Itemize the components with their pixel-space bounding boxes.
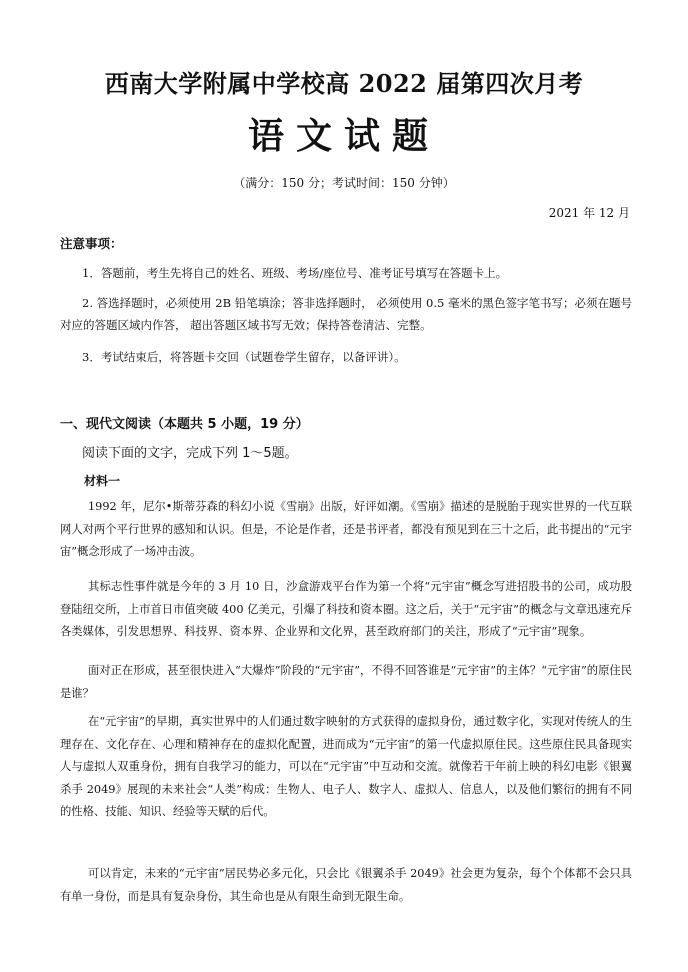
paragraph-4: 在“元宇宙”的早期，真实世界中的人们通过数字映射的方式获得的虚拟身份，通过数字化，实现对传统人的生理存在、文化存在、心理和精神存在的虚拟化配置，进而成为“元宇宙”的第一代虚拟原住民。这些原住民具备现实人与虚拟人双重身份，拥有自我学习的能力，可以在“元宇宙”中互动和交流。就像若干年前上映的科幻电影《银翼杀手 2049》展现的未来社会“人类”构成：生物人、电子人、数字人、虚拟人、信息人，以及他们繁衍的拥有不同的性格、技能、知识、经验等天赋的后代。 <box>60 715 632 818</box>
notice-item-1: 1．答题前，考生先将自己的姓名、班级、考场/座位号、准考证号填写在答题卡上。 <box>82 266 508 280</box>
paragraph-2: 其标志性事件就是今年的 3 月 10 日，沙盒游戏平台作为第一个将“元宇宙”概念写进招股书的公司，成功股登陆纽交所，上市首日市值突破 400 亿美元，引爆了科技和资本圈。这之后，关于“元宇宙”的概念与文章迅速充斥各类媒体，引发思想界、科技界、资本界、企业界和文化界，甚至政府部门的关注，形成了“元宇宙”现象。 <box>60 580 632 638</box>
reading-instruction: 阅读下面的文字，完成下列 1～5题。 <box>82 446 298 461</box>
paragraph-3: 面对正在形成，甚至很快进入“大爆炸”阶段的“元宇宙”，不得不回答谁是“元宇宙”的主体？“元宇宙”的原住民是谁？ <box>60 664 632 700</box>
paragraph-5: 可以肯定，未来的“元宇宙”居民势必多元化，只会比《银翼杀手 2049》社会更为复杂，每个个体都不会只具有单一身份，而是具有复杂身份，其生命也是从有限生命到无限生命。 <box>60 867 632 903</box>
exam-date: 2021 年 12 月 <box>548 206 630 220</box>
notice-item-3: 3．考试结束后，将答题卡交回（试题卷学生留存，以备评讲）。 <box>82 350 406 364</box>
notice-heading: 注意事项： <box>60 236 123 251</box>
exam-info: （满分：150 分；考试时间：150 分钟） <box>233 176 455 190</box>
school-title: 西南大学附属中学校高 2022 届第四次月考 <box>104 69 584 98</box>
section-heading: 一、现代文阅读（本题共 5 小题，19 分） <box>60 417 309 432</box>
paragraph-1: 1992 年，尼尔•斯蒂芬森的科幻小说《雪崩》出版，好评如潮。《雪崩》描述的是脱胎于现实世界的一代互联网人对两个平行世界的感知和认识。但是，不论是作者，还是书评者，都没有预见到在三十之后，此书提出的“元宇宙”概念形成了一场冲击波。 <box>60 500 632 558</box>
subject-title: 语文试题 <box>247 115 440 157</box>
material-label: 材料一 <box>84 474 121 488</box>
notice-item-2: 2. 答选择题时，必须使用 2B 铅笔填涂；答非选择题时， 必须使用 0.5 毫米的黑色签字笔书写；必须在题号对应的答题区域内作答， 超出答题区域书写无效；保持答卷清洁、完整。 <box>60 296 632 332</box>
